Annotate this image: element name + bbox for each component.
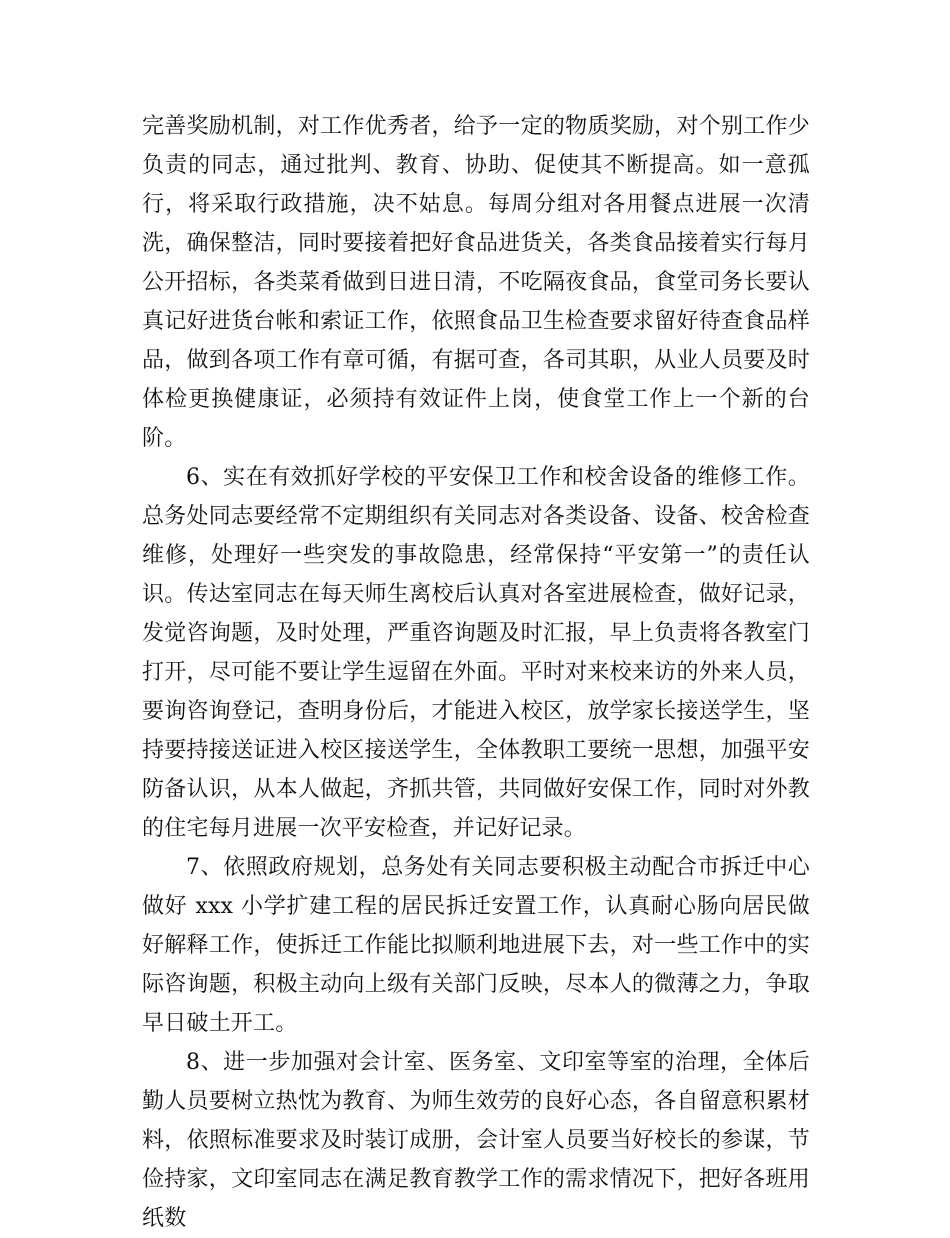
paragraph-item-6-safety: 6、实在有效抓好学校的平安保卫工作和校舍设备的维修工作。总务处同志要经常不定期组织有关同志对各类设备、设备、校舍检查维修，处理好一些突发的事故隐患，经常保持“平安第一”的责任认识。传达室同志在每天师生离校后认真对各室进展检查，做好记录，发觉咨询题，及时处理，严重咨询题及时汇报，早上负责将各教室门打开，尽可能不要让学生逗留在外面。平时对来校来访的外来人员，要询咨询登记，查明身份后，才能进入校区，放学家长接送学生，坚持要持接送证进入校区接送学生，全体教职工要统一思想，加强平安防备认识，从本人做起，齐抓共管，共同做好安保工作，同时对外教的住宅每月进展一次平安检查，并记好记录。 xyxy=(142,465,810,841)
paragraph-item-8-offices: 8、进一步加强对会计室、医务室、文印室等室的治理，全体后勤人员要树立热忱为教育、为师生效劳的良好心态，各自留意积累材料，依照标准要求及时装订成册，会计室人员要当好校长的参谋，节俭持家，文印室同志在满足教育教学工作的需求情况下，把好各班用纸数 xyxy=(142,1050,810,1231)
paragraph-item-7-relocation: 7、依照政府规划，总务处有关同志要积极主动配合市拆迁中心做好 xxx 小学扩建工程的居民拆迁安置工作，认真耐心肠向居民做好解释工作，使拆迁工作能比拟顺利地进展下去，对一些工作中的实际咨询题，积极主动向上级有关部门反映，尽本人的微薄之力，争取早日破土开工。 xyxy=(142,855,810,1036)
paragraph-canteen-management: 完善奖励机制，对工作优秀者，给予一定的物质奖励，对个别工作少负责的同志，通过批判、教育、协助、促使其不断提高。如一意孤行，将采取行政措施，决不姑息。每周分组对各用餐点进展一次清洗，确保整洁，同时要接着把好食品进货关，各类食品接着实行每月公开招标，各类菜肴做到日进日清，不吃隔夜食品，食堂司务长要认真记好进货台帐和索证工作，依照食品卫生检查要求留好待查食品样品，做到各项工作有章可循，有据可查，各司其职，从业人员要及时体检更换健康证，必须持有效证件上岗，使食堂工作上一个新的台阶。 xyxy=(142,114,810,451)
document-body xyxy=(142,107,810,1238)
